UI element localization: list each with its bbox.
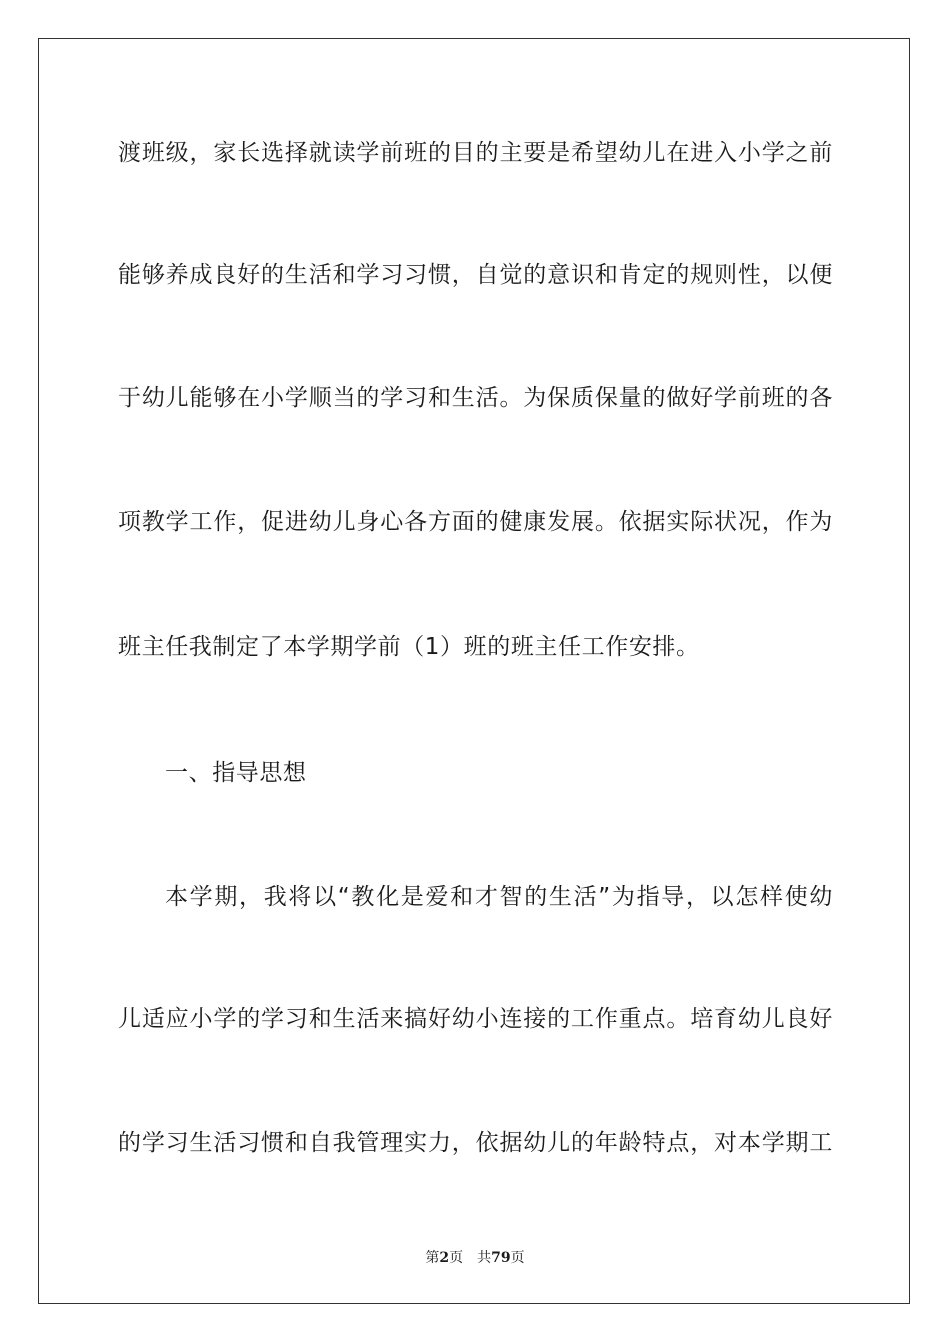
paragraph-line-2: 能够养成良好的生活和学习习惯，自觉的意识和肯定的规则性，以便 [118,262,833,288]
paragraph-line-3: 于幼儿能够在小学顺当的学习和生活。为保质保量的做好学前班的各 [118,385,833,411]
paragraph-line-5: 班主任我制定了本学期学前（1）班的班主任工作安排。 [118,634,700,660]
paragraph-line-6: 本学期，我将以“教化是爱和才智的生活”为指导，以怎样使幼 [165,884,833,910]
total-label-prefix: 共 [477,1250,492,1266]
paragraph-line-4: 项教学工作，促进幼儿身心各方面的健康发展。依据实际状况，作为 [118,509,833,535]
page-footer [0,1248,950,1268]
total-label-suffix: 页 [510,1250,525,1266]
paragraph-line-1: 渡班级，家长选择就读学前班的目的主要是希望幼儿在进入小学之前 [118,140,833,166]
page-border [38,38,910,1304]
current-page-number: 2 [439,1250,450,1266]
paragraph-line-7: 儿适应小学的学习和生活来搞好幼小连接的工作重点。培育幼儿良好 [118,1006,833,1032]
page-label-prefix: 第 [425,1250,440,1266]
total-page-count: 79 [491,1250,511,1266]
paragraph-line-8: 的学习生活习惯和自我管理实力，依据幼儿的年龄特点，对本学期工 [118,1130,833,1156]
page-label-suffix: 页 [449,1250,464,1266]
section-heading: 一、指导思想 [165,760,307,786]
